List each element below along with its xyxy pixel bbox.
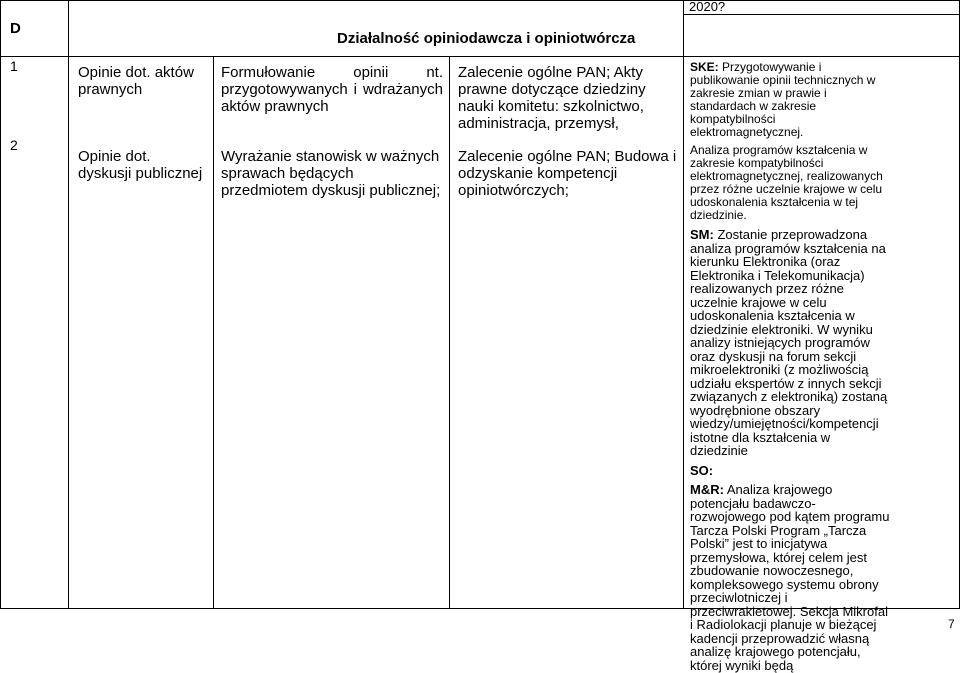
mr-label: M&R:	[690, 482, 724, 497]
row-activity: Formułowanie opinii nt. przygotowywanych i wdrażanych aktów prawnych	[221, 64, 443, 115]
column-divider-3	[449, 56, 450, 608]
row-activity: Wyrażanie stanowisk w ważnych sprawach będących przedmiotem dyskusji publicznej;	[221, 148, 441, 199]
row-number: 1	[10, 58, 18, 74]
sm-text: Zostanie przeprowadzona analiza programów kształcenia na kierunku Elektronika (oraz Elektronika i Telekomunikacja) realizowanych przez różne uczelnie krajowe w celu udoskonalenia kształcenia w dziedzinie elektroniki. W wyniku analizy istniejących programów oraz dyskusji na forum sekcji mikroelektroniki (z możliwością udziału ekspertów z innych sekcji związanych z elektroniką) zostaną wyodrębnione obszary wiedzy/umiejętności/kompetencji istotne dla kształcenia w dziedzinie	[690, 227, 888, 458]
notes-column	[690, 61, 890, 672]
section-title: Działalność opiniodawcza i opiniotwórcza	[337, 30, 636, 47]
row-name: Opinie dot. aktów prawnych	[78, 64, 194, 98]
column-divider-2	[213, 56, 214, 608]
mr-text: Analiza krajowego potencjału badawczo-rozwojowego pod kątem programu Tarcza Polski Program „Tarcza Polski” jest to inicjatywa przemysłowa, której celem jest zbudowanie nowoczesnego, kompleksowego systemu obrony przeciwlotniczej i przeciwrakietowej. Sekcja Mikrofal i Radiolokacji planuje w bieżącej kadencji przeprowadzić własną analizę krajowego potencjału, której wyniki będą	[690, 482, 890, 673]
page-number: 7	[948, 617, 955, 631]
row-name: Opinie dot. dyskusji publicznej	[78, 148, 203, 182]
so-label: SO:	[690, 462, 714, 478]
row-recommendation: Zalecenie ogólne PAN; Akty prawne dotyczące dziedziny nauki komitetu: szkolnictwo, administracja, przemysł,	[458, 64, 646, 132]
column-divider-4	[683, 0, 684, 608]
ske-text: Przygotowywanie i publikowanie opinii technicznych w zakresie zmian w prawie i standardach w zakresie kompatybilności elektromagnetycznej.	[690, 60, 876, 139]
ske-label: SKE:	[690, 60, 719, 74]
mr-paragraph	[690, 483, 890, 672]
row-number: 2	[10, 137, 18, 153]
table-top-border	[0, 0, 960, 1]
sm-label: SM:	[690, 227, 714, 242]
ske-paragraph-2: Analiza programów kształcenia w zakresie kompatybilności elektromagnetycznej, realizowanych przez różne uczelnie krajowe w celu udoskonalenia kształcenia w tej dziedzinie.	[690, 143, 883, 222]
row-label: D	[10, 20, 21, 37]
row-recommendation: Zalecenie ogólne PAN; Budowa i odzyskanie kompetencji opiniotwórczych;	[458, 148, 677, 199]
ske-paragraph	[690, 61, 890, 139]
sm-paragraph	[690, 228, 890, 458]
table-left-border	[0, 0, 1, 608]
column-divider-1	[68, 0, 69, 608]
header-row-border	[0, 56, 960, 57]
year-label: 2020?	[689, 0, 726, 14]
year-cell-bottom-border	[683, 14, 960, 15]
